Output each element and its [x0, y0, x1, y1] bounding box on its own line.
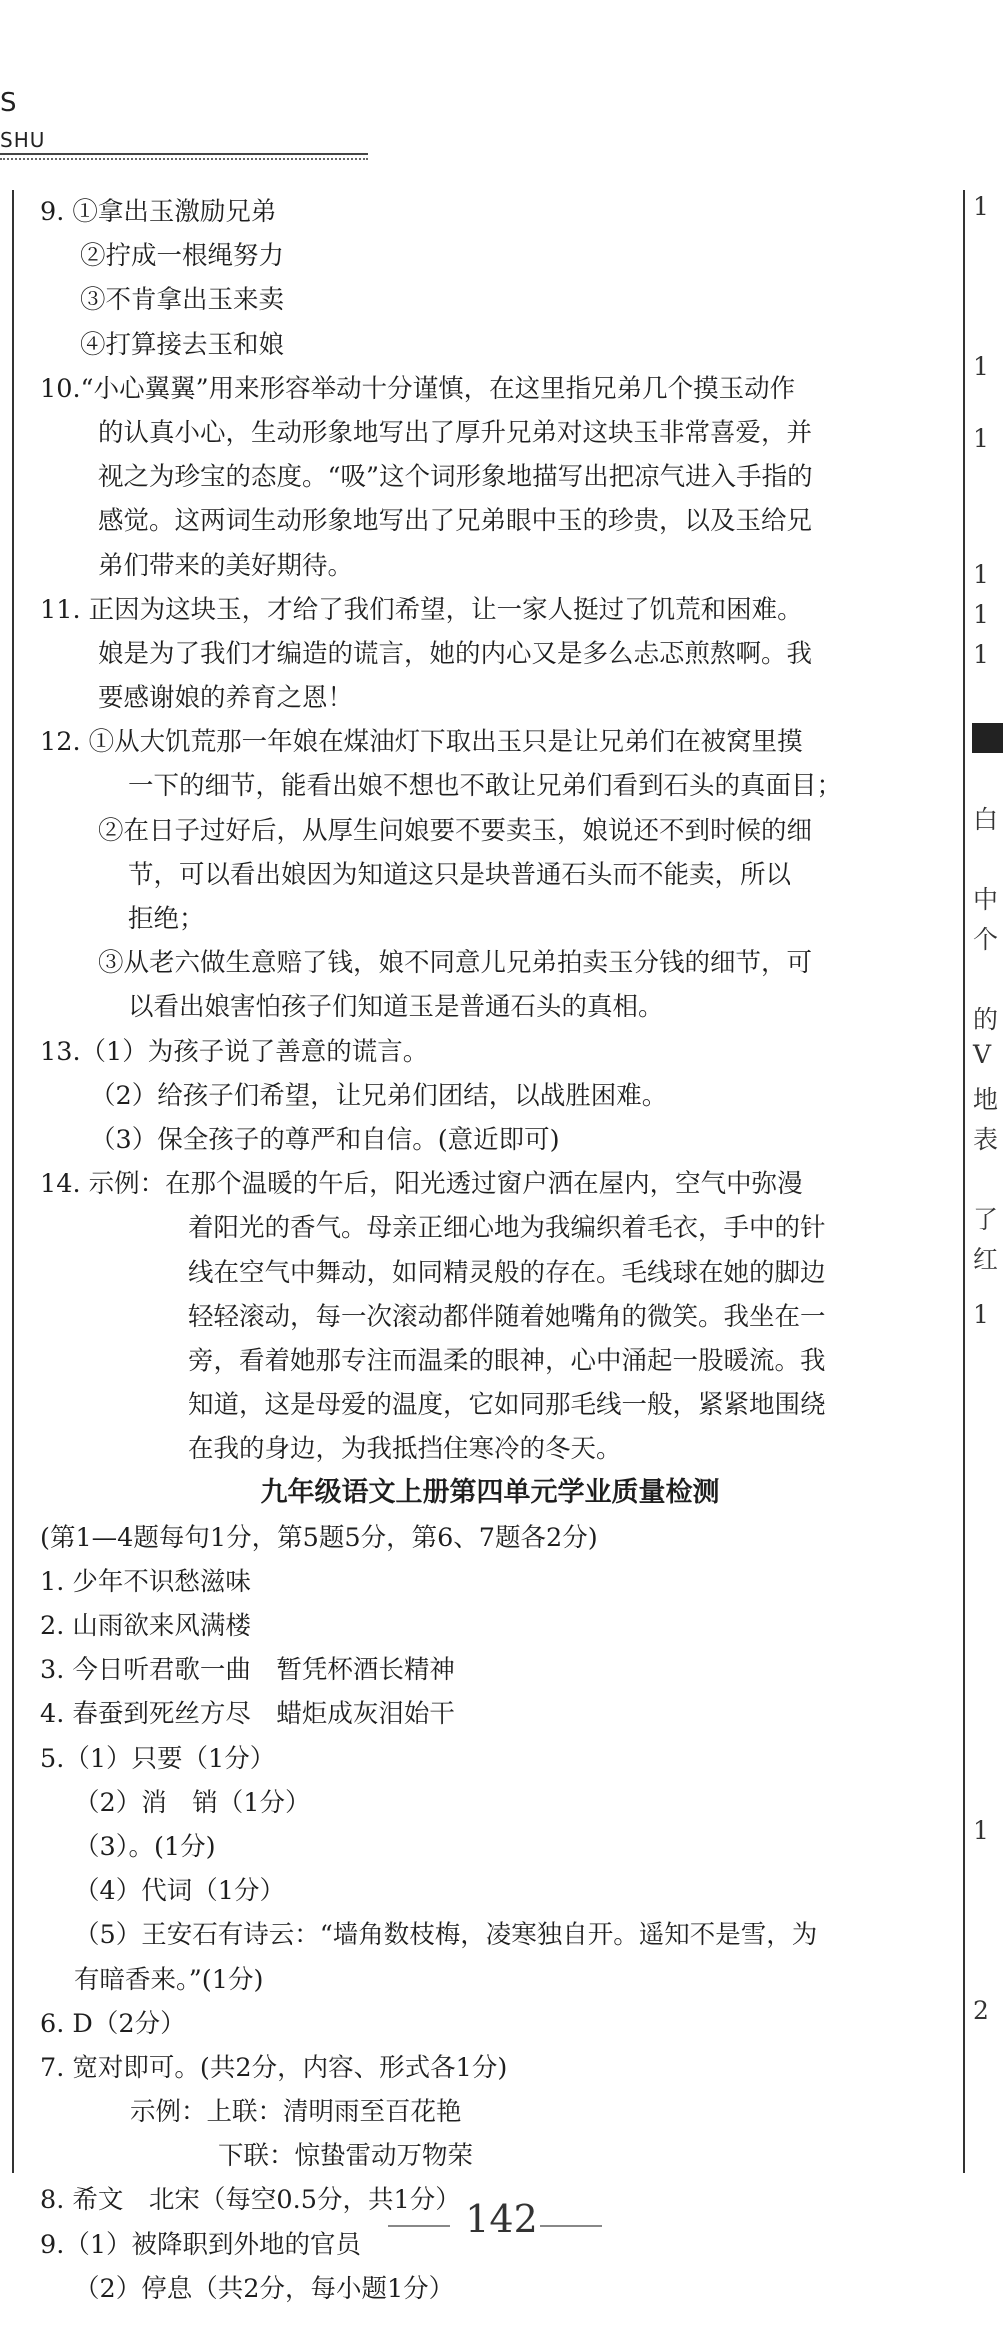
answer-line: ③从老六做生意赔了钱，娘不同意儿兄弟拍卖玉分钱的细节，可 [98, 948, 813, 979]
answer-line: 9.（1）被降职到外地的官员 [40, 2229, 362, 2260]
answer-line: ④打算接去玉和娘 [80, 329, 285, 360]
right-edge-fragment: 1 [973, 1816, 989, 1845]
right-edge-fragment: 2 [973, 1996, 989, 2025]
right-edge-fragment: 了 [973, 1205, 999, 1234]
answer-line: （2）消 销（1分） [74, 1787, 311, 1818]
header-label: SHU [0, 128, 46, 152]
answer-line: 着阳光的香气。母亲正细心地为我编织着毛衣，手中的针 [188, 1213, 826, 1244]
right-edge-fragment: 的 [973, 1005, 999, 1034]
answer-line: ②在日子过好后，从厚生问娘要不要卖玉，娘说还不到时候的细 [98, 815, 813, 846]
answer-line: 知道，这是母爱的温度，它如同那毛线一般，紧紧地围绕 [188, 1390, 826, 1421]
answer-line: （2）给孩子们希望，让兄弟们团结，以战胜困难。 [90, 1080, 668, 1111]
answer-line: 14. 示例：在那个温暖的午后，阳光透过窗户洒在屋内，空气中弥漫 [40, 1169, 803, 1200]
left-margin-line [12, 190, 14, 2173]
answer-line: 3. 今日听君歌一曲 暂凭杯酒长精神 [40, 1655, 455, 1686]
answer-line: 拒绝； [128, 904, 205, 934]
answer-line: 视之为珍宝的态度。“吸”这个词形象地描写出把凉气进入手指的 [98, 462, 813, 493]
answer-line: 9. ①拿出玉激励兄弟 [40, 197, 277, 227]
answer-line: （2）停息（共2分，每小题1分） [74, 2273, 455, 2304]
right-edge-fragment: 地 [973, 1085, 999, 1114]
answer-line: 6. D（2分） [40, 2008, 186, 2039]
right-edge-fragment: 1 [973, 640, 989, 669]
answer-line: 8. 希文 北宋（每空0.5分，共1分） [40, 2185, 461, 2216]
right-edge-fragment: 表 [973, 1125, 999, 1154]
right-edge-fragment: V [973, 1040, 992, 1069]
section-title: 九年级语文上册第四单元学业质量检测 [260, 1477, 720, 1509]
right-edge-fragment: 1 [973, 192, 989, 221]
answer-line: 10.“小心翼翼”用来形容举动十分谨慎，在这里指兄弟几个摸玉动作 [40, 373, 796, 404]
right-edge-fragment: 1 [973, 600, 989, 629]
answer-line: 13.（1）为孩子说了善意的谎言。 [40, 1036, 429, 1067]
right-edge-fragment: 1 [973, 352, 989, 381]
answer-line: 下联：惊蛰雷动万物荣 [218, 2141, 474, 2172]
answer-line: ③不肯拿出玉来卖 [80, 285, 285, 316]
answer-line: （3）保全孩子的尊严和自信。(意近即可) [90, 1124, 560, 1155]
answer-line: 5.（1）只要（1分） [40, 1743, 276, 1774]
answer-line: 有暗香来。”(1分) [74, 1964, 264, 1995]
answer-line: 弟们带来的美好期待。 [98, 550, 354, 581]
answer-line: 以看出娘害怕孩子们知道玉是普通石头的真相。 [128, 992, 664, 1023]
right-margin-line [963, 190, 965, 2173]
page-number-right-rule [540, 2225, 602, 2227]
answer-line: 旁，看着她那专注而温柔的眼神，心中涌起一股暖流。我 [188, 1345, 826, 1376]
right-edge-fragment: 1 [973, 1300, 989, 1329]
right-edge-fragment: 1 [973, 424, 989, 453]
answer-line: 1. 少年不识愁滋味 [40, 1566, 251, 1597]
answer-line: 线在空气中舞动，如同精灵般的存在。毛线球在她的脚边 [188, 1257, 826, 1288]
right-edge-fragment: 红 [973, 1245, 999, 1274]
answer-line: 12. ①从大饥荒那一年娘在煤油灯下取出玉只是让兄弟们在被窝里摸 [40, 727, 803, 758]
header-letter: S [0, 88, 17, 118]
answer-line: 7. 宽对即可。(共2分，内容、形式各1分) [40, 2052, 508, 2083]
right-edge-marker [972, 723, 1003, 753]
header-dotted-rule [0, 158, 368, 160]
answer-line: 轻轻滚动，每一次滚动都伴随着她嘴角的微笑。我坐在一 [188, 1301, 826, 1332]
answer-line: (第1—4题每句1分，第5题5分，第6、7题各2分) [40, 1522, 598, 1553]
answer-line: 11. 正因为这块玉，才给了我们希望，让一家人挺过了饥荒和困难。 [40, 594, 803, 625]
answer-line: 娘是为了我们才编造的谎言，她的内心又是多么忐忑煎熬啊。我 [98, 638, 813, 669]
answer-line: ②拧成一根绳努力 [80, 241, 285, 272]
answer-line: 在我的身边，为我抵挡住寒冷的冬天。 [188, 1434, 622, 1465]
answer-line: 示例：上联：清明雨至百花艳 [130, 2097, 462, 2128]
answer-line: 一下的细节，能看出娘不想也不敢让兄弟们看到石头的真面目； [128, 771, 843, 802]
answer-line: 2. 山雨欲来风满楼 [40, 1611, 251, 1641]
answer-line: 要感谢娘的养育之恩！ [98, 683, 354, 714]
answer-line: （4）代词（1分） [74, 1876, 285, 1907]
answer-line: 节，可以看出娘因为知道这只是块普通石头而不能卖，所以 [128, 859, 792, 890]
right-edge-fragment: 个 [973, 925, 999, 954]
right-edge-fragment: 白 [973, 805, 999, 834]
header-rule [0, 153, 368, 155]
right-edge-fragment: 中 [973, 885, 999, 914]
right-edge-fragment: 1 [973, 560, 989, 589]
page-number: 142 [465, 2197, 538, 2241]
answer-column [40, 190, 940, 2311]
answer-line: （5）王安石有诗云：“墙角数枝梅，凌寒独自开。遥知不是雪，为 [74, 1920, 818, 1951]
answer-line: 感觉。这两词生动形象地写出了兄弟眼中玉的珍贵，以及玉给兄 [98, 506, 813, 537]
answer-line: 的认真小心，生动形象地写出了厚升兄弟对这块玉非常喜爱，并 [98, 417, 813, 448]
answer-line: （3）。(1分) [74, 1831, 216, 1862]
answer-line: 4. 春蚕到死丝方尽 蜡炬成灰泪始干 [40, 1699, 455, 1730]
